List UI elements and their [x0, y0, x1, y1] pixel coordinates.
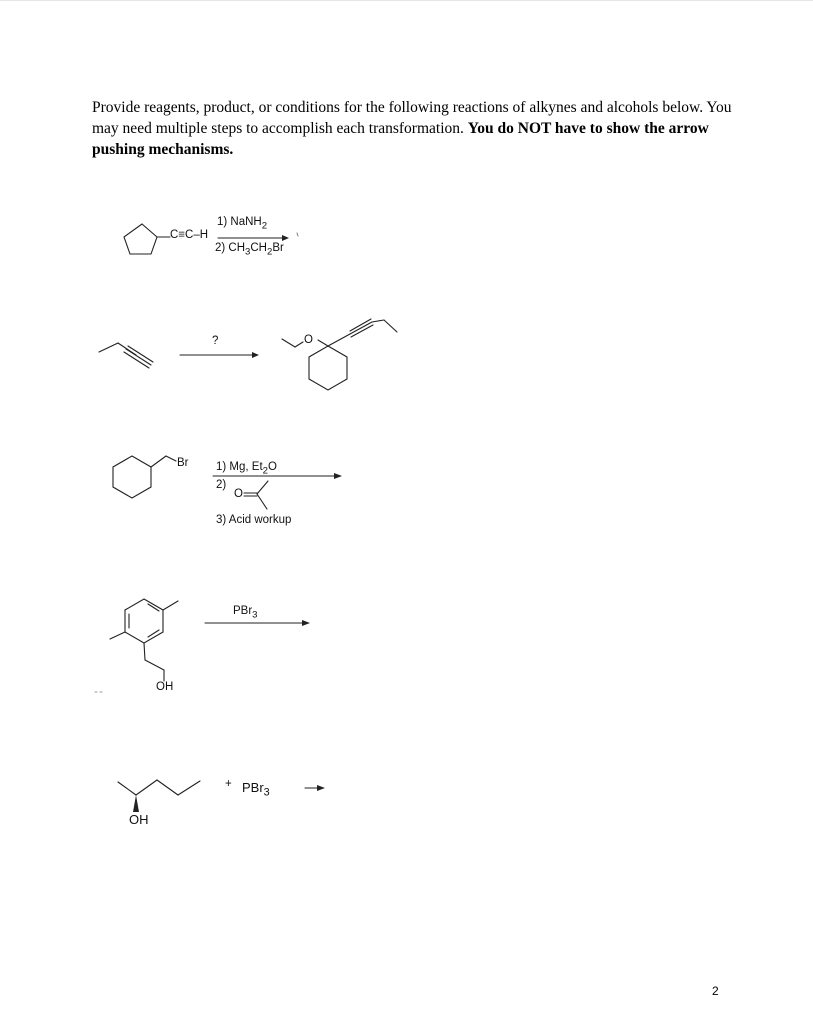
reaction3-step2: 2)	[216, 479, 227, 491]
reaction3-step3: 3) Acid workup	[216, 514, 292, 526]
reaction1-step1-sub: 2	[261, 220, 268, 232]
reaction5-hydroxyl-label: OH	[129, 812, 149, 827]
reaction3-bromine-label: Br	[177, 457, 189, 469]
reaction5-reagent-sub: 3	[263, 786, 270, 799]
reaction4-reagent	[233, 605, 258, 620]
reaction1-step2	[215, 242, 284, 257]
instructions-bold-text: You do NOT have to show the arrow pushing mechanisms.	[92, 120, 709, 158]
reaction1-step2-sub2: 2	[266, 246, 273, 258]
reaction1-step1-text: 1) NaNH	[217, 216, 262, 228]
reaction2-reagent-question: ?	[212, 335, 219, 347]
reaction4-hydroxyl-label: OH	[156, 681, 174, 693]
cyclohexane-ring-bromide	[113, 456, 151, 498]
reaction1-step1	[217, 216, 267, 231]
instructions-text: Provide reagents, product, or conditions for the following reactions of alkynes and alcohols below. You may need multiple steps to accomplish each transformation.	[92, 99, 732, 137]
cyclopentane-ring	[124, 224, 157, 254]
benzene-ring	[125, 599, 163, 643]
page-number: 2	[712, 984, 719, 998]
reaction1-step2-a: 2) CH	[215, 242, 246, 254]
reaction4-reagent-text: PBr	[233, 605, 253, 617]
reaction3-step1-sub: 2	[262, 465, 268, 477]
reaction5-reagent-text: PBr	[242, 780, 264, 795]
reaction1-substituent-label: C≡C–H	[170, 229, 209, 241]
reaction3-step1-b: O	[267, 461, 277, 473]
reaction3-carbonyl-oxygen: O	[234, 488, 243, 500]
reaction3-step1-a: 1) Mg, Et	[216, 461, 263, 473]
reaction5-plus-sign: +	[225, 778, 232, 790]
reaction3-step1	[216, 461, 277, 476]
reaction1-step2-b: CH	[250, 242, 267, 254]
reaction1-step2-c: Br	[272, 242, 284, 254]
reaction4-reagent-sub: 3	[252, 609, 258, 621]
reaction5-reagent	[242, 780, 270, 799]
cyclohexane-ring-product	[309, 346, 347, 390]
reaction1-step2-sub1: 3	[245, 246, 251, 258]
reaction2-oxygen-label: O	[304, 334, 313, 346]
